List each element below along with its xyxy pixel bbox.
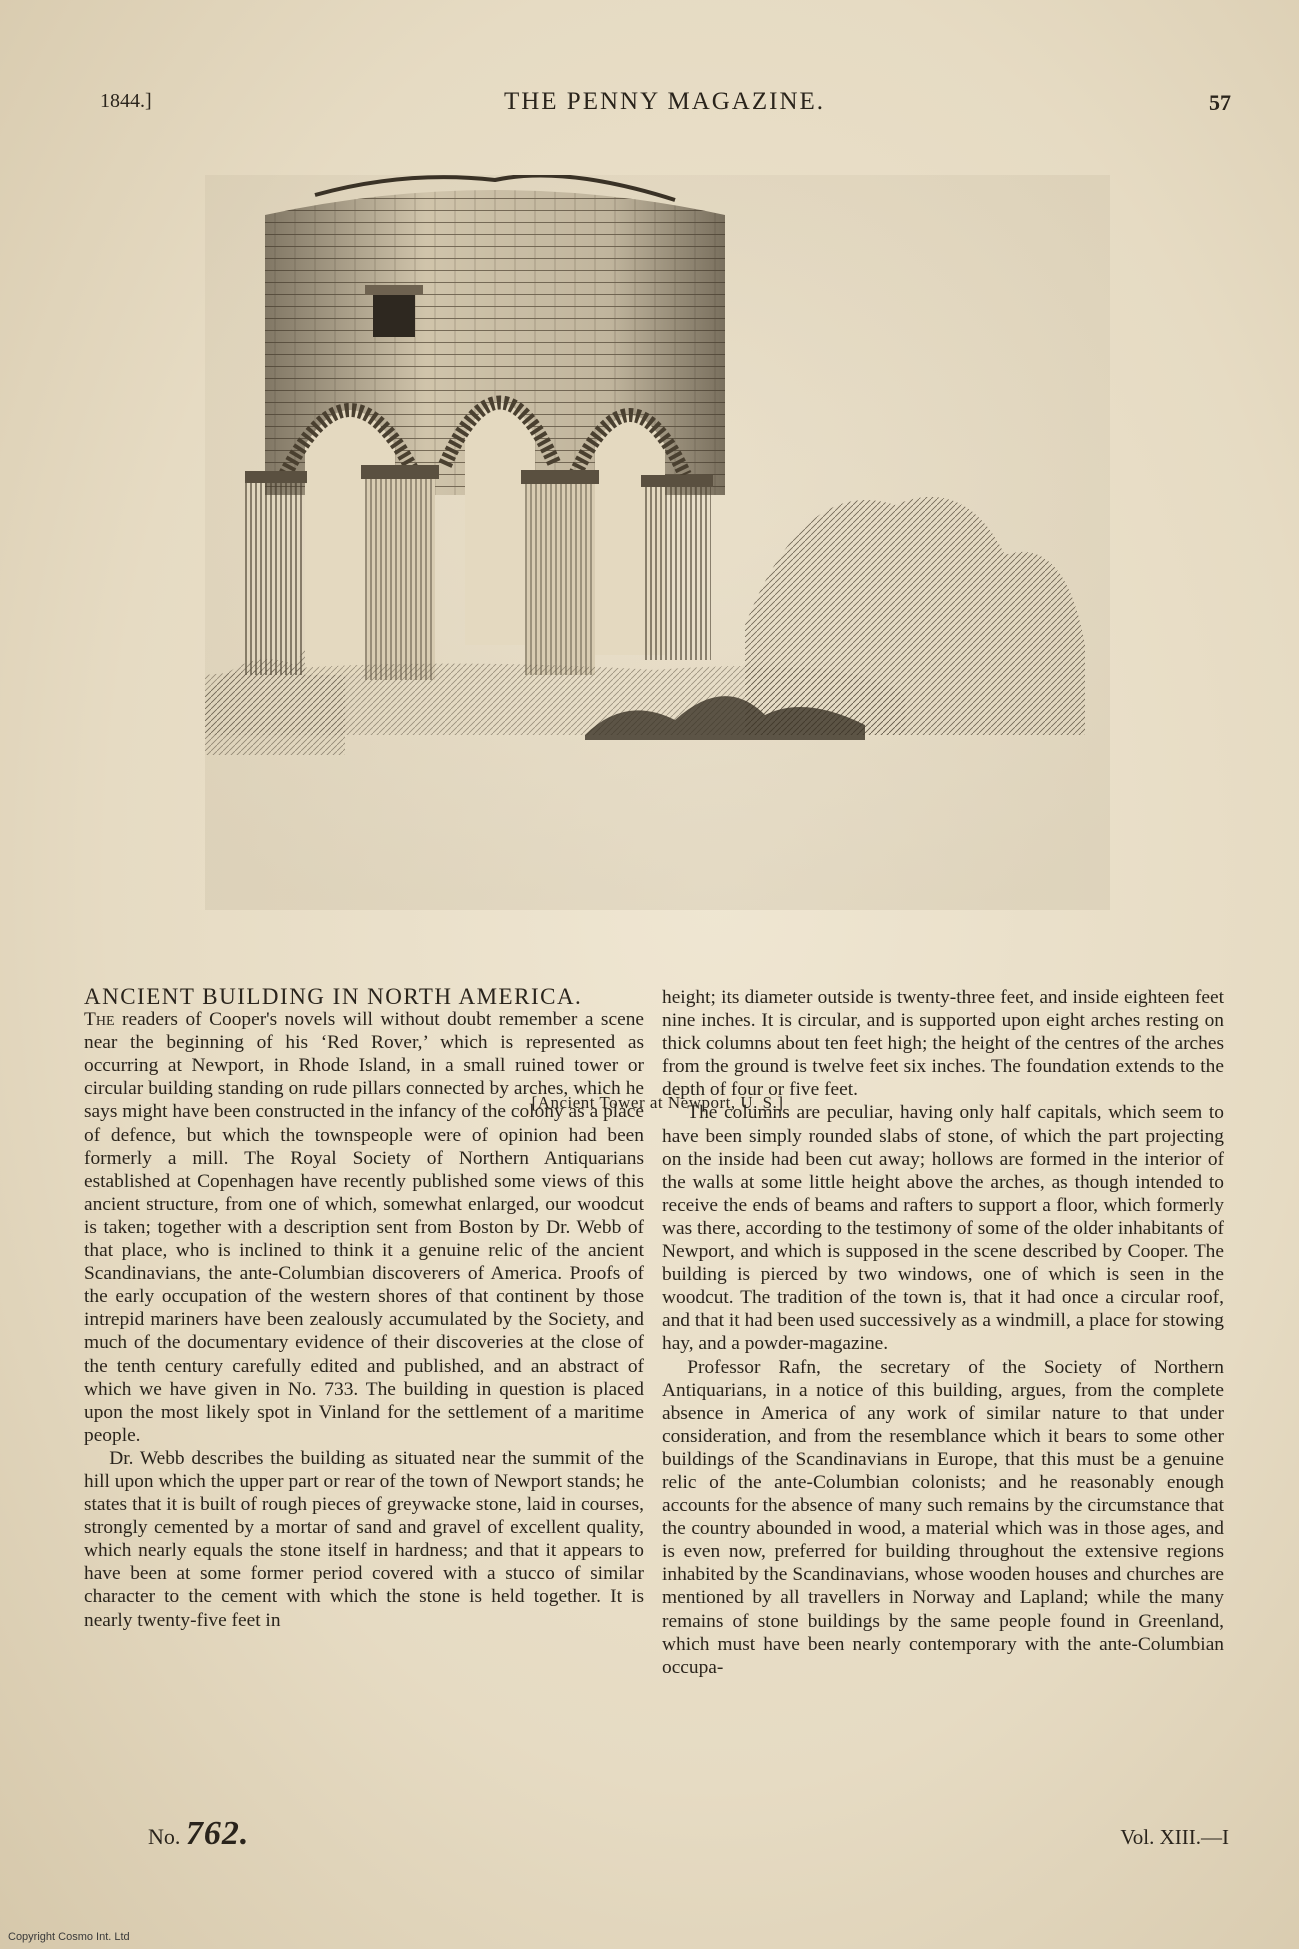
paragraph-1-text: readers of Cooper's novels will without doubt remember a scene near the beginning of his ‘Red Rover,’ which is represented as occurring at Newport, in Rhode Island, in a small ruined tower or circular building standing on rude pillars connected by arches, which he says might have been constructed in the infancy of the colony as a place of defence, but which the townspeople were of opinion had been formerly a mill. The Royal Society of Northern Antiquarians established at Copenhagen have recently published some views of this ancient structure, from one of which, somewhat enlarged, our woodcut is taken; together with a description sent from Boston by Dr. Webb of that place, who is inclined to think it a genuine relic of the ancient Scandinavians, the ante-Columbian discoverers of America. Proofs of the early occupation of the western shores of that continent by those intrepid mariners have been zealously accumulated by the Society, and much of the documentary evidence of their discoveries at the close of the tenth century carefully edited and published, and an abstract of which we have given in No. 733. The building in question is placed upon the most likely spot in Vinland for the settlement of a maritime people. <box>84 1009 644 1446</box>
issue-number <box>148 1815 249 1853</box>
page-number: 57 <box>1209 90 1231 115</box>
page-footer <box>90 1815 1239 1865</box>
paragraph-1 <box>84 1008 644 1447</box>
paragraph-2: Dr. Webb describes the building as situated near the summit of the hill upon which the upper part or rear of the town of Newport stands; he states that it is built of rough pieces of greywacke stone, laid in courses, strongly cemented by a mortar of sand and gravel of excellent quality, which nearly equals the stone itself in hardness; and that it appears to have been at some former period covered with a stucco of similar character to the cement with which the stone is held together. It is nearly twenty-five feet in <box>84 1447 644 1631</box>
issue-number-value: 762. <box>185 1815 250 1852</box>
copyright-watermark: Copyright Cosmo Int. Ltd <box>8 1931 130 1943</box>
illustration-caption: [Ancient Tower at Newport, U. S.] <box>531 1093 784 1112</box>
running-header <box>90 88 1239 128</box>
paragraph-4: The columns are peculiar, having only half capitals, which seem to have been simply rounded slabs of stone, of which the part projecting on the inside had been cut away; hollows are formed in the interior of the walls at some little height above the arches, as though intended to receive the ends of beams and rafters to support a floor, which formerly was there, according to the testimony of some of the older inhabitants of Newport, and which is supposed in the scene described by Cooper. The building is pierced by two windows, one of which is seen in the woodcut. The tradition of the town is, that it had once a circular roof, and that it had been used successively as a windmill, a place for stowing hay, and a powder-magazine. <box>662 1102 1224 1355</box>
issue-number-label: No. <box>148 1824 181 1849</box>
paragraph-5: Professor Rafn, the secretary of the Society of Northern Antiquarians, in a notice of this building, argues, from the complete absence in America of any work of similar nature to that under consideration, and from the resemblance which it bears to some other buildings of the Scandinavians in Europe, that this must be a genuine relic of the ante-Columbian colonists; and he reasonably enough accounts for the absence of many such remains by the circumstance that the country abounded in wood, a material which was in those ages, and is even now, preferred for building throughout the extensive regions inhabited by the Scandinavians, whose wooden houses and churches are mentioned by all travellers in Norway and Lapland; while the many remains of stone buildings by the same people found in Greenland, which must have been nearly contemporary with the ante-Columbian occupa- <box>662 1356 1224 1678</box>
right-column <box>662 986 1224 1679</box>
header-title: THE PENNY MAGAZINE. <box>503 88 826 115</box>
left-column <box>84 985 644 1632</box>
tower-engraving-icon <box>205 175 1110 910</box>
header-year: 1844.] <box>100 90 152 112</box>
lead-word: The <box>84 1009 115 1031</box>
volume-label: Vol. XIII.—I <box>1120 1825 1229 1849</box>
paragraph-3: height; its diameter outside is twenty-three feet, and inside eighteen feet nine inches. It is circular, and is supported upon eight arches resting on thick columns about ten feet high; the height of the centres of the arches from the ground is twelve feet six inches. The foundation extends to the depth of four or five feet. <box>662 987 1224 1101</box>
article-title: ANCIENT BUILDING IN NORTH AMERICA. <box>84 984 583 1009</box>
